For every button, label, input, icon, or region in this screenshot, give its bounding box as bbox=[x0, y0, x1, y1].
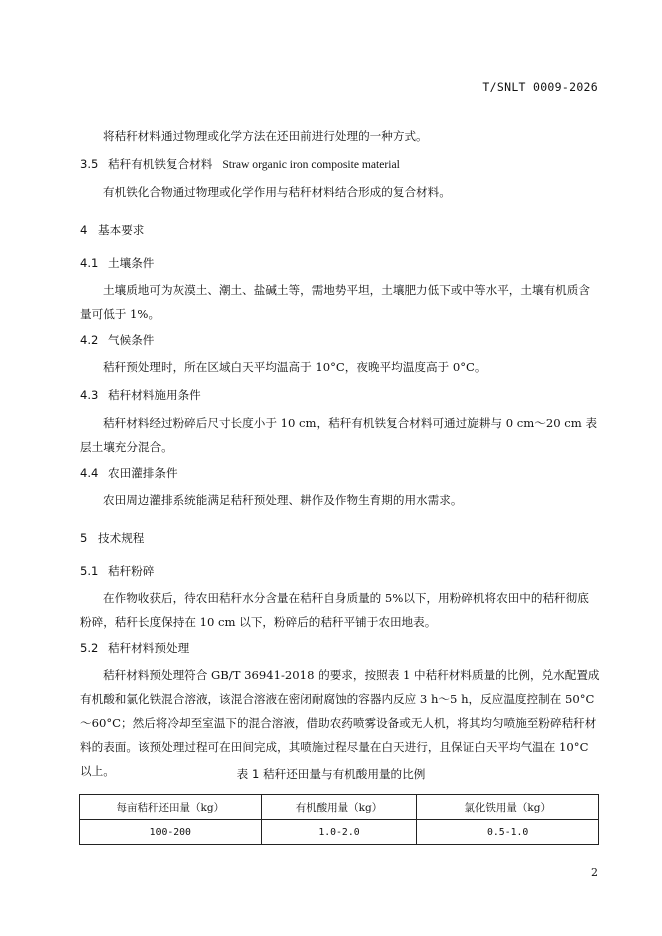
heading-4-3 bbox=[80, 387, 201, 403]
heading-number: 4 bbox=[80, 223, 88, 237]
heading-title: 土壤条件 bbox=[108, 256, 155, 270]
heading-number: 4.3 bbox=[80, 388, 99, 402]
ratio-table bbox=[79, 794, 599, 845]
standard-code-header: T/SNLT 0009-2026 bbox=[482, 80, 598, 94]
table-row bbox=[80, 820, 599, 845]
heading-title: 农田灌排条件 bbox=[108, 466, 178, 480]
heading-title-english: Straw organic iron composite material bbox=[222, 158, 400, 171]
heading-3-5 bbox=[80, 156, 400, 172]
paragraph-5-1: 在作物收获后，待农田秸秆水分含量在秸秆自身质量的 5%以下，用粉碎机将农田中的秸秆彻底粉碎，秸秆长度保持在 10 cm 以下，粉碎后的秸秆平铺于农田地表。 bbox=[80, 591, 589, 629]
heading-4-4 bbox=[80, 465, 178, 481]
heading-5-1 bbox=[80, 563, 154, 579]
table-cell: 0.5-1.0 bbox=[417, 820, 599, 845]
heading-title: 秸秆有机铁复合材料 bbox=[108, 157, 213, 171]
page-number: 2 bbox=[591, 866, 598, 879]
heading-number: 5 bbox=[80, 531, 88, 545]
table-header-cell: 氯化铁用量（kg） bbox=[417, 795, 599, 820]
heading-5 bbox=[80, 530, 144, 546]
heading-number: 4.2 bbox=[80, 333, 99, 347]
paragraph-5-2: 秸秆材料预处理符合 GB/T 36941-2018 的要求，按照表 1 中秸秆材料质量的比例，兑水配置成有机酸和氯化铁混合溶液，该混合溶液在密闭耐腐蚀的容器内反应 3 h～5 h，反应温度控制在 50°C～60°C；然后将冷却至室温下的混合溶液，借助农药喷雾设备或无人机，将其均匀喷施至粉碎秸秆材料的表面。该预处理过程可在田间完成，其喷施过程尽量在白天进行，且保证白天平均气温在 10°C以上。 bbox=[80, 668, 600, 778]
heading-title: 技术规程 bbox=[98, 531, 145, 545]
heading-title: 秸秆材料预处理 bbox=[108, 641, 190, 655]
heading-4-2 bbox=[80, 332, 154, 348]
heading-number: 4.4 bbox=[80, 466, 99, 480]
paragraph-4-3: 秸秆材料经过粉碎后尺寸长度小于 10 cm，秸秆有机铁复合材料可通过旋耕与 0 cm～20 cm 表层土壤充分混合。 bbox=[80, 416, 598, 454]
heading-4-1 bbox=[80, 255, 154, 271]
paragraph-4-1: 土壤质地可为灰漠土、潮土、盐碱土等，需地势平坦，土壤肥力低下或中等水平，土壤有机质含量可低于 1%。 bbox=[80, 283, 590, 321]
table-header-cell: 有机酸用量（kg） bbox=[261, 795, 417, 820]
heading-number: 5.1 bbox=[80, 564, 99, 578]
heading-number: 3.5 bbox=[80, 157, 99, 171]
paragraph-3-4-continued: 将秸秆材料通过物理或化学方法在还田前进行处理的一种方式。 bbox=[103, 129, 428, 143]
table-header-cell: 每亩秸秆还田量（kg） bbox=[80, 795, 262, 820]
paragraph-3-5: 有机铁化合物通过物理或化学作用与秸秆材料结合形成的复合材料。 bbox=[103, 185, 451, 199]
heading-title: 气候条件 bbox=[108, 333, 155, 347]
paragraph-4-2: 秸秆预处理时，所在区域白天平均温高于 10°C，夜晚平均温度高于 0°C。 bbox=[103, 360, 487, 374]
paragraph-4-4: 农田周边灌排系统能满足秸秆预处理、耕作及作物生育期的用水需求。 bbox=[103, 493, 463, 507]
table-cell: 1.0-2.0 bbox=[261, 820, 417, 845]
table-cell: 100-200 bbox=[80, 820, 262, 845]
heading-title: 秸秆材料施用条件 bbox=[108, 388, 201, 402]
heading-4 bbox=[80, 222, 144, 238]
heading-title: 秸秆粉碎 bbox=[108, 564, 155, 578]
table-caption: 表 1 秸秆还田量与有机酸用量的比例 bbox=[236, 767, 426, 781]
table-header-row bbox=[80, 795, 599, 820]
heading-number: 5.2 bbox=[80, 641, 99, 655]
heading-title: 基本要求 bbox=[98, 223, 145, 237]
heading-5-2 bbox=[80, 640, 189, 656]
heading-number: 4.1 bbox=[80, 256, 99, 270]
